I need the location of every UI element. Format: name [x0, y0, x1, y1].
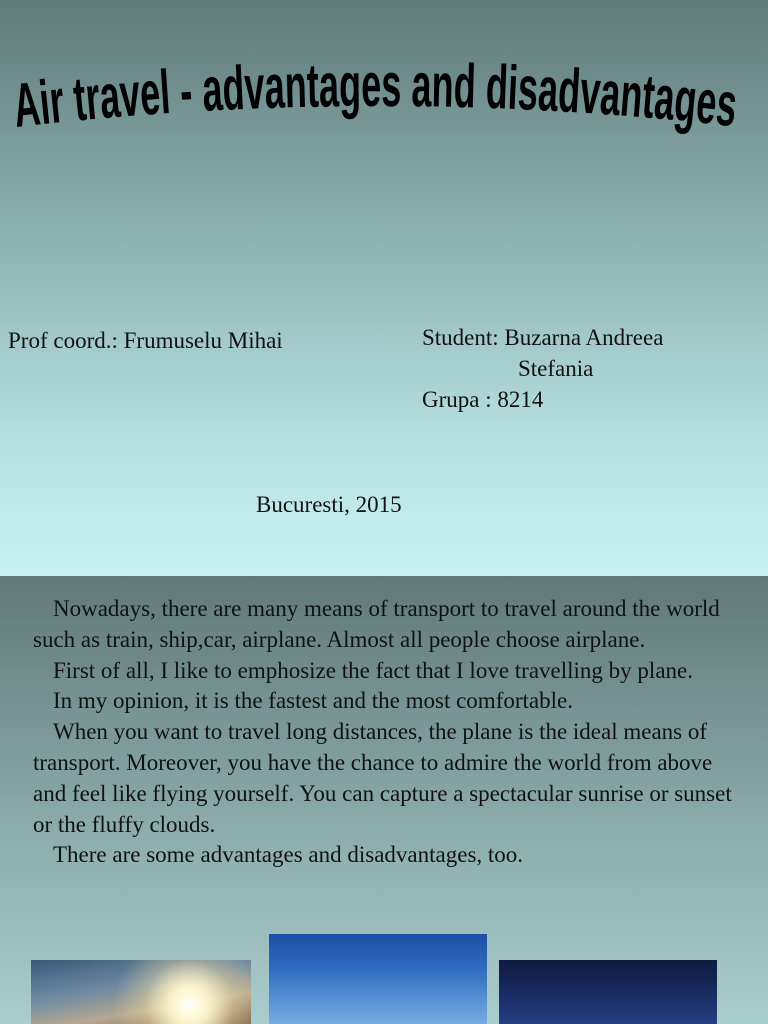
city-year: Bucuresti, 2015	[256, 492, 402, 517]
paragraph: First of all, I like to emphosize the fact that I love travelling by plane.	[53, 657, 693, 683]
group-number: Grupa : 8214	[422, 387, 544, 412]
student-info	[422, 322, 663, 415]
student-name-line1: Student: Buzarna Andreea	[422, 325, 664, 350]
sunrise-clouds-photo	[31, 960, 251, 1024]
paragraph: Nowadays, there are many means of transport to travel around the world such as train, ship,car, airplane. Almost all people choose airplane.	[33, 596, 720, 652]
content-slide	[0, 576, 768, 1024]
paragraph: There are some advantages and disadvantages, too.	[53, 842, 524, 868]
slide-title: Air travel - advantages and disadvantages	[9, 55, 755, 142]
professor-info: Prof coord.: Frumuselu Mihai	[8, 328, 283, 353]
title-wordart	[0, 55, 768, 185]
paragraph: When you want to travel long distances, the plane is the ideal means of transport. Moreover, you have the chance to admire the world from above and feel like flying yourself. You can capture a spectacular sunrise or sunset or the fluffy clouds.	[33, 719, 732, 837]
paragraph: In my opinion, it is the fastest and the most comfortable.	[53, 688, 573, 714]
blue-sky-photo	[269, 934, 487, 1024]
night-sky-photo	[499, 960, 717, 1024]
svg-text:Air travel - advantages and di	[9, 55, 755, 142]
body-text	[33, 594, 733, 871]
student-name-line2: Stefania	[518, 356, 594, 381]
